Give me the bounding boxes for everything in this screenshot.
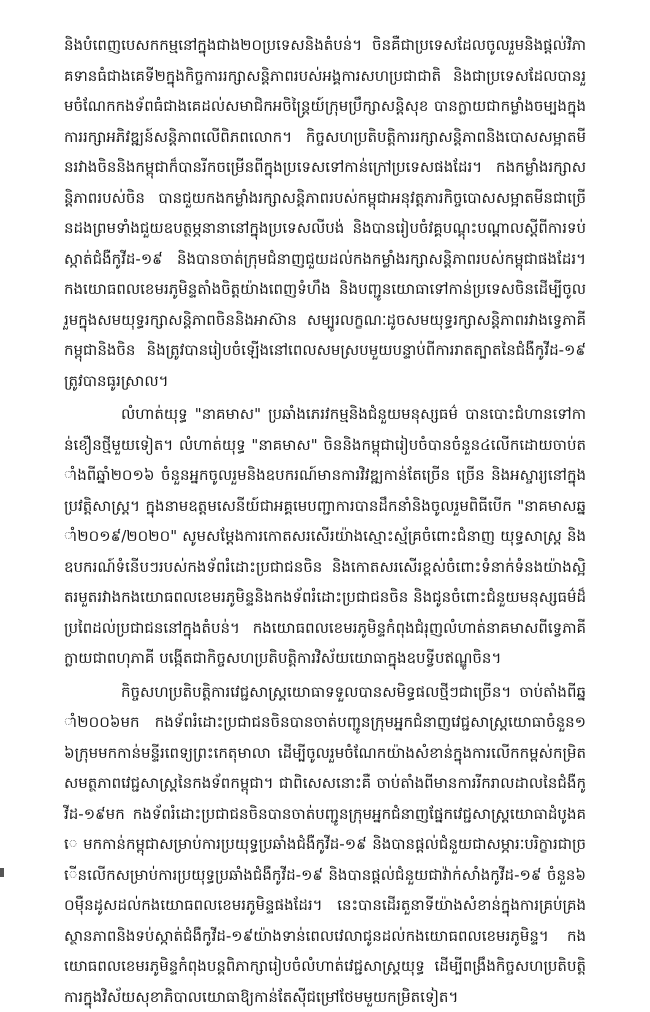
- scan-edge-mark: [0, 868, 4, 877]
- paragraph-peacekeeping: និងបំពេញបេសកកម្មនៅក្នុងជាង២០ប្រទេសនិងតំបន់។ ចិនគឺជាប្រទេសដែលចូលរួមនិងផ្តល់វិភាគទានធំជាងគេទី២ក្នុងកិច្ចការរក្សាសន្តិភាពរបស់អង្គការសហប្រជាជាតិ និងជាប្រទេសដែលបានរួមចំណែកកងទ័ពធំជាងគេដល់សមាជិកអចិន្ត្រៃយ៍ក្រុមប្រឹក្សាសន្តិសុខ បានក្លាយជាកម្លាំងចម្បងក្នុងការរក្សាអភិវឌ្ឍន៍សន្តិភាពលើពិភពលោក។ កិច្ចសហប្រតិបត្តិការរក្សាសន្តិភាពនិងបោសសម្អាតមីនរវាងចិននិងកម្ពុជាក៏បានរីកចម្រើនពីក្នុងប្រទេសទៅកាន់ក្រៅប្រទេសផងដែរ។ កងកម្លាំងរក្សាសន្តិភាពរបស់ចិន បានជួយកងកម្លាំងរក្សាសន្តិភាពរបស់កម្ពុជាអនុវត្តភារកិច្ចបោសសម្អាតមីនជាច្រើនដងព្រមទាំងជួយឧបត្ថម្ភនានានៅក្នុងប្រទេសលីបង់ និងបានរៀបចំវគ្គបណ្តុះបណ្តាលស្តីពីការទប់ស្កាត់ជំងឺកូវីដ-១៩ និងបានចាត់ក្រុមជំនាញជួយដល់កងកម្លាំងរក្សាសន្តិភាពរបស់កម្ពុជាផងដែរ។ កងយោធពលខេមរភូមិន្ទតាំងចិត្តយ៉ាងពេញទំហឹង និងបញ្ជូនយោធាទៅកាន់ប្រទេសចិនដើម្បីចូលរួមក្នុងសមយុទ្ធរក្សាសន្តិភាពចិននិងអាស៊ាន សម្បូរលក្ខណៈដូចសមយុទ្ធរក្សាសន្តិភាពរវាងទ្វេភាគីកម្ពុជានិងចិន និងត្រូវបានរៀបចំឡើងនៅពេលសមស្របមួយបន្ទាប់ពីការរាតត្បាតនៃជំងឺកូវីដ-១៩ត្រូវបានធូរស្រាល។: [64, 30, 586, 396]
- paragraph-military-medicine: កិច្ចសហប្រតិបត្តិការវេជ្ជសាស្ត្រយោធាទទួលបានសមិទ្ធផលថ្មីៗជាច្រើន។ ចាប់តាំងពីឆ្នាំ២០០៦មក កងទ័ពរំដោះប្រជាជនចិនបានចាត់បញ្ជូនក្រុមអ្នកជំនាញវេជ្ជសាស្ត្រយោធាចំនួន១៦ក្រុមមកកាន់មន្ទីរពេទ្យព្រះកេតុមាលា ដើម្បីចូលរួមចំណែកយ៉ាងសំខាន់ក្នុងការលើកកម្ពស់កម្រិតសមត្ថភាពវេជ្ជសាស្ត្រនៃកងទ័ពកម្ពុជា។ ជាពិសេសនោះគឺ ចាប់តាំងពីមានការរីករាលដាលនៃជំងឺកូវីដ-១៩មក កងទ័ពរំដោះប្រជាជនចិនបានចាត់បញ្ជូនក្រុមអ្នកជំនាញផ្នែកវេជ្ជសាស្ត្រយោធាដំបូងគេ មកកាន់កម្ពុជាសម្រាប់ការប្រយុទ្ធប្រឆាំងជំងឺកូវីដ-១៩ និងបានផ្តល់ជំនួយជាសម្ភារៈបរិក្ខារជាច្រើនលើកសម្រាប់ការប្រយុទ្ធប្រឆាំងជំងឺកូវីដ-១៩ និងបានផ្តល់ជំនួយជាវ៉ាក់សាំងកូវីដ-១៩ ចំនួន៦០ម៉ឺនដូសដល់កងយោធពលខេមរភូមិន្ទផងដែរ។ នេះបានដើរតួនាទីយ៉ាងសំខាន់ក្នុងការគ្រប់គ្រងស្ថានភាពនិងទប់ស្កាត់ជំងឺកូវីដ-១៩យ៉ាងទាន់ពេលវេលាជូនដល់កងយោធពលខេមរភូមិន្ទ។ កងយោធពលខេមរភូមិន្ទកំពុងបន្តពិភាក្សារៀបចំលំហាត់វេជ្ជសាស្ត្រយុទ្ធ ដើម្បីពង្រឹងកិច្ចសហប្រតិបត្តិការក្នុងវិស័យសុខាភិបាលយោធាឱ្យកាន់តែស៊ីជម្រៅថែមមួយកម្រិតទៀត។: [64, 677, 586, 1012]
- paragraph-golden-dragon-exercise: លំហាត់យុទ្ធ "នាគមាស" ប្រឆាំងភេរវកម្មនិងជំនួយមនុស្សធម៌ បានបោះជំហានទៅកាន់ខឿនថ្មីមួយទៀត។ លំហាត់យុទ្ធ "នាគមាស" ចិននិងកម្ពុជារៀបចំបានចំនួន៤លើកដោយចាប់តាំងពីឆ្នាំ២០១៦ ចំនួនអ្នកចូលរួមនិងឧបករណ៍មានការវិវឌ្ឍកាន់តែច្រើន ច្រើន និងអស្ចារ្យនៅក្នុងប្រវត្តិសាស្ត្រ។ ក្នុងនាមឧត្តមសេនីយ៍ជាអគ្គមេបញ្ជាការបានដឹកនាំនិងចូលរួមពិធីបើក "នាគមាសឆ្នាំ២០១៩/២០២០" សូមសម្តែងការកោតសរសើរយ៉ាងស្មោះស្ម័គ្រចំពោះជំនាញ យុទ្ធសាស្ត្រ និងឧបករណ៍ទំនើបៗរបស់កងទ័ពរំដោះប្រជាជនចិន និងកោតសរសើរខ្ពស់ចំពោះទំនាក់ទំនងយ៉ាងស្អិតរមួតរវាងកងយោធពលខេមរភូមិន្ទនិងកងទ័ពរំដោះប្រជាជនចិន និងជូនចំពោះជំនួយមនុស្សធម៌ដ៏ប្រពៃដល់ប្រជាជននៅក្នុងតំបន់។ កងយោធពលខេមរភូមិន្ទកំពុងជំរុញលំហាត់នាគមាសពីទ្វេភាគីក្លាយជាពហុភាគី បង្កើតជាកិច្ចសហប្រតិបត្តិការវិស័យយោធាក្នុងឧបទ្វីបឥណ្ឌូចិន។: [64, 399, 586, 674]
